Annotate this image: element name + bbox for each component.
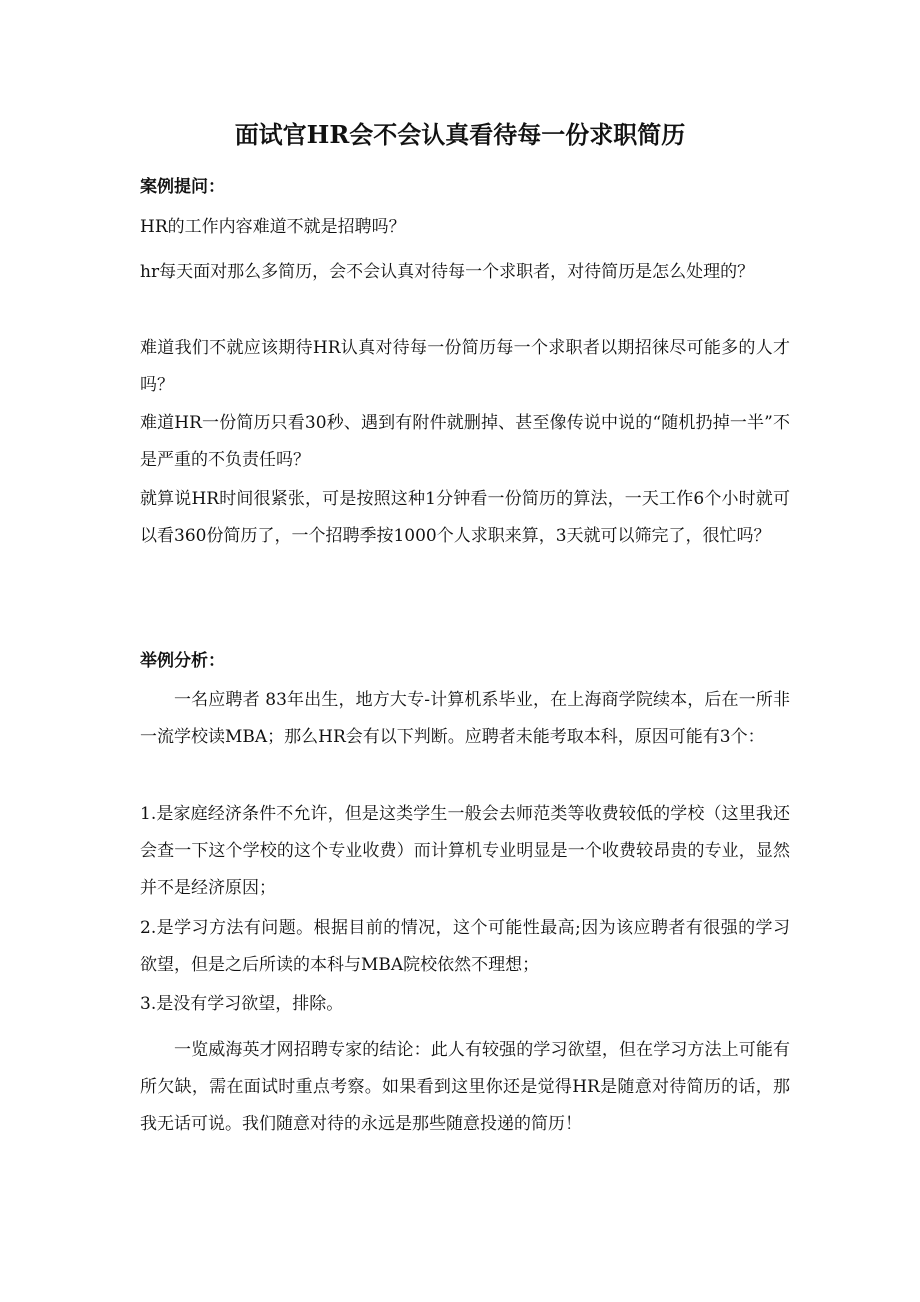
analysis-point: 2.是学习方法有问题。根据目前的情况，这个可能性最高;因为该应聘者有很强的学习欲望，但是之后所读的本科与MBA院校依然不理想；	[140, 918, 790, 975]
question-paragraph: 难道HR一份简历只看30秒、遇到有附件就删掉、甚至像传说中说的“随机扔掉一半”不是严重的不负责任吗？	[140, 413, 790, 470]
analysis-point: 1.是家庭经济条件不允许，但是这类学生一般会去师范类等收费较低的学校（这里我还会查一下这个学校的这个专业收费）而计算机专业明显是一个收费较昂贵的专业，显然并不是经济原因；	[140, 804, 790, 898]
question-paragraph: hr每天面对那么多简历，会不会认真对待每一个求职者，对待简历是怎么处理的？	[140, 262, 755, 282]
section-heading-questions: 案例提问：	[140, 177, 225, 197]
question-paragraph: 就算说HR时间很紧张，可是按照这种1分钟看一份简历的算法，一天工作6个小时就可以看360份简历了，一个招聘季按1000个人求职来算，3天就可以筛完了，很忙吗？	[140, 489, 790, 546]
question-paragraph: HR的工作内容难道不就是招聘吗？	[140, 217, 406, 237]
section-heading-analysis: 举例分析：	[140, 651, 225, 671]
analysis-point: 3.是没有学习欲望，排除。	[140, 994, 344, 1014]
analysis-conclusion-paragraph: 一览威海英才网招聘专家的结论：此人有较强的学习欲望，但在学习方法上可能有所欠缺，需在面试时重点考察。如果看到这里你还是觉得HR是随意对待简历的话，那我无话可说。我们随意对待的永远是那些随意投递的简历！	[140, 1040, 790, 1134]
question-paragraph: 难道我们不就应该期待HR认真对待每一份简历每一个求职者以期招徕尽可能多的人才吗？	[140, 338, 790, 395]
analysis-intro-paragraph: 一名应聘者 83年出生，地方大专-计算机系毕业，在上海商学院续本，后在一所非一流学校读MBA；那么HR会有以下判断。应聘者未能考取本科，原因可能有3个：	[140, 690, 790, 747]
document-title: 面试官HR会不会认真看待每一份求职简历	[234, 120, 686, 149]
